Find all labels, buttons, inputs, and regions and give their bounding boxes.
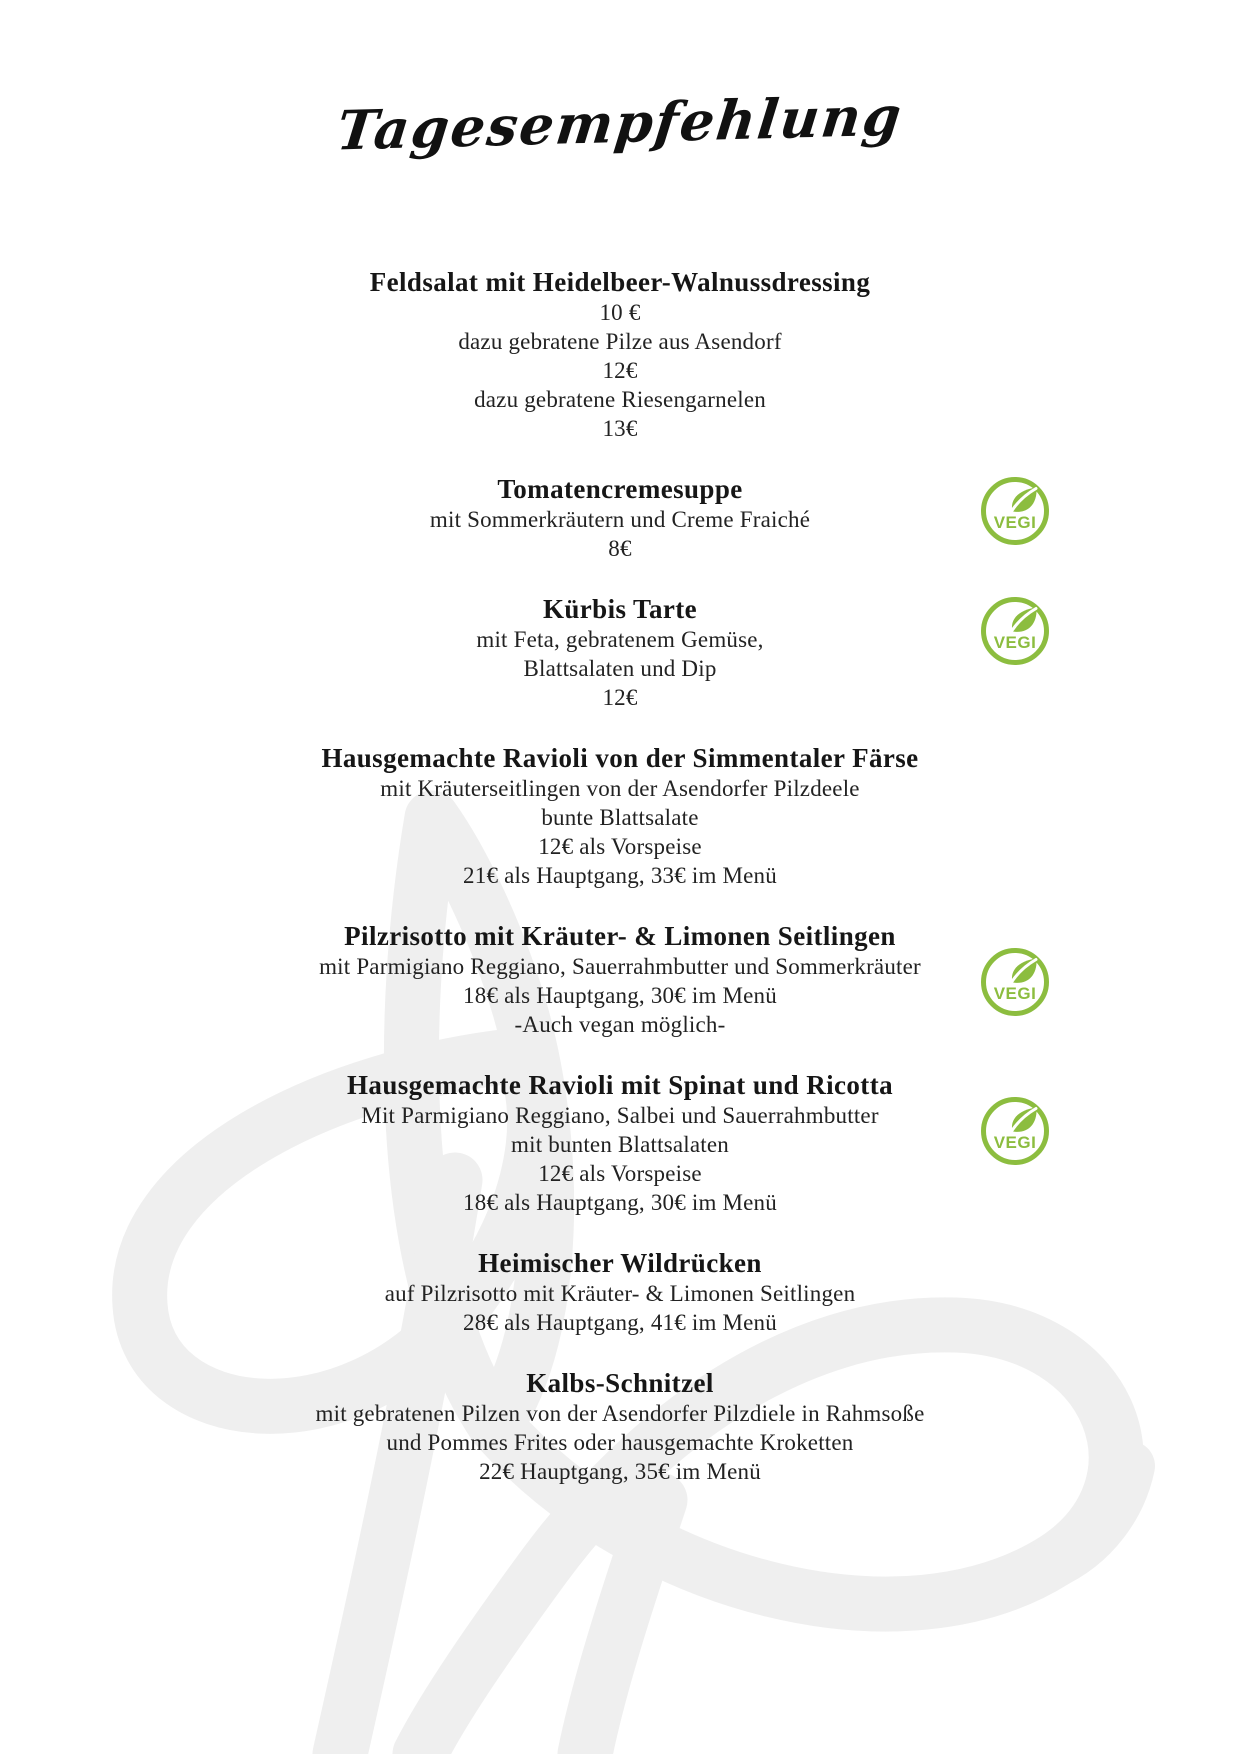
dish-title: Feldsalat mit Heidelbeer-Walnussdressing [369,267,871,297]
page-title: Tagesempfehlung [333,83,907,163]
dish-line: und Pommes Frites oder hausgemachte Kroketten [386,1430,854,1455]
dish-line: Mit Parmigiano Reggiano, Salbei und Sauerrahmbutter [361,1103,879,1128]
menu-section [0,1069,1240,1217]
dish-line: 21€ als Hauptgang, 33€ im Menü [463,863,777,888]
dish-line: 18€ als Hauptgang, 30€ im Menü [463,983,777,1008]
dish-title: Tomatencremesuppe [497,474,743,504]
vegi-leaf-stamp-icon [979,475,1051,547]
dish-line: mit Parmigiano Reggiano, Sauerrahmbutter und Sommerkräuter [319,954,921,979]
dish-line: 12€ als Vorspeise [538,1161,702,1186]
dish-line: mit bunten Blattsalaten [511,1132,729,1157]
dish-title: Kalbs-Schnitzel [526,1368,714,1398]
vegi-badge-label: VEGI [993,633,1037,652]
dish-title: Hausgemachte Ravioli mit Spinat und Ricotta [347,1070,893,1100]
vegi-badge-label: VEGI [993,984,1037,1003]
vegi-badge [979,595,1051,667]
menu-list [0,266,1240,1486]
dish-line: 12€ [602,685,638,710]
vegi-badge [979,475,1051,547]
menu-section [0,920,1240,1039]
vegi-leaf-stamp-icon [979,595,1051,667]
dish-line: 12€ [602,358,638,383]
dish-line: mit gebratenen Pilzen von der Asendorfer Pilzdiele in Rahmsoße [315,1401,925,1426]
menu-section [0,266,1240,443]
dish-line: Blattsalaten und Dip [523,656,717,681]
dish-title: Heimischer Wildrücken [478,1248,762,1278]
vegi-badge [979,946,1051,1018]
dish-line: 13€ [602,416,638,441]
dish-line: 8€ [608,536,632,561]
dish-line: dazu gebratene Riesengarnelen [474,387,766,412]
dish-title: Pilzrisotto mit Kräuter- & Limonen Seitlingen [344,921,896,951]
dish-line: 22€ Hauptgang, 35€ im Menü [479,1459,761,1484]
menu-section [0,1247,1240,1337]
dish-line: 18€ als Hauptgang, 30€ im Menü [463,1190,777,1215]
dish-line: 28€ als Hauptgang, 41€ im Menü [463,1310,777,1335]
menu-section [0,742,1240,890]
vegi-leaf-stamp-icon [979,946,1051,1018]
vegi-leaf-stamp-icon [979,1095,1051,1167]
dish-line: 12€ als Vorspeise [538,834,702,859]
dish-line: mit Feta, gebratenem Gemüse, [476,627,764,652]
dish-title: Hausgemachte Ravioli von der Simmentaler Färse [321,743,919,773]
menu-section [0,593,1240,712]
dish-line: mit Kräuterseitlingen von der Asendorfer Pilzdeele [380,776,860,801]
dish-line: 10 € [599,300,641,325]
vegi-badge-label: VEGI [993,1133,1037,1152]
dish-line: mit Sommerkräutern und Creme Fraiché [429,507,811,532]
menu-section [0,1367,1240,1486]
vegi-badge [979,1095,1051,1167]
dish-line: dazu gebratene Pilze aus Asendorf [458,329,782,354]
dish-line: bunte Blattsalate [541,805,699,830]
dish-line: -Auch vegan möglich- [514,1012,726,1037]
vegi-badge-label: VEGI [993,513,1037,532]
dish-line: auf Pilzrisotto mit Kräuter- & Limonen Seitlingen [384,1281,856,1306]
menu-section [0,473,1240,563]
dish-title: Kürbis Tarte [542,594,698,624]
